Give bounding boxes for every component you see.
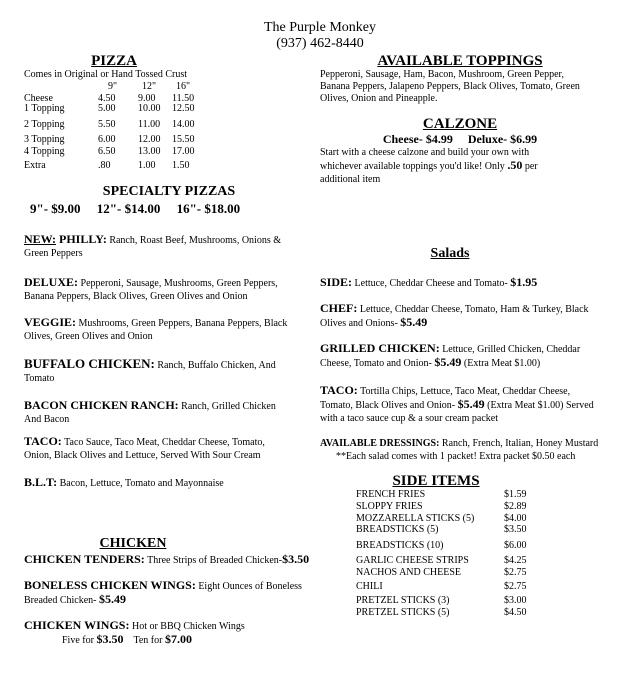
pizza-row <box>24 103 224 115</box>
side-item <box>356 540 546 552</box>
dressings <box>320 437 630 450</box>
wings-ten-price: $7.00 <box>164 632 192 646</box>
specialty-bacon-chicken-ranch <box>24 399 294 426</box>
salad-grilled-chicken <box>320 342 600 370</box>
bcr-name: BACON CHICKEN RANCH: <box>24 398 179 412</box>
salad-chef-desc: Lettuce, Cheddar Cheese, Tomato, Ham & Turkey, Black Olives and Onions- <box>320 304 589 329</box>
pizza-row-label: 3 Topping <box>24 134 65 145</box>
side-item-price: $1.59 <box>504 489 527 500</box>
size-9: 9" <box>108 81 118 92</box>
salad-taco-desc: Tortilla Chips, Lettuce, Taco Meat, Cheddar Cheese, Tomato, Black Olives and Onion- <box>320 386 571 411</box>
chicken-wings <box>24 619 314 633</box>
pizza-row-price: 5.00 <box>98 103 116 114</box>
specialty-deluxe <box>24 276 304 303</box>
salad-chef-name: CHEF: <box>320 301 358 315</box>
specialty-taco <box>24 435 289 462</box>
side-item-name: PRETZEL STICKS (5) <box>356 607 450 618</box>
philly-desc: Ranch, Roast Beef, Mushrooms, Onions & Green Peppers <box>24 235 281 259</box>
salad-side-name: SIDE: <box>320 275 353 289</box>
pizza-row-label: Cheese <box>24 93 53 104</box>
tenders-price: $3.50 <box>282 552 310 566</box>
side-item <box>356 567 546 579</box>
salad-side <box>320 276 620 290</box>
tenders-desc: Three Strips of Breaded Chicken- <box>144 555 283 566</box>
pizza-row-price: 11.00 <box>138 119 161 130</box>
side-item <box>356 581 546 593</box>
dressings-note: **Each salad comes with 1 packet! Extra packet $0.50 each <box>336 451 576 462</box>
pizza-row-label: 1 Topping <box>24 103 65 114</box>
side-item-price: $4.00 <box>504 513 527 524</box>
salad-taco-price: $5.49 <box>457 397 485 411</box>
calzone-desc-2: per additional item <box>320 161 538 185</box>
dressings-label: AVAILABLE DRESSINGS: <box>320 438 440 449</box>
buffalo-desc: Ranch, Buffalo Chicken, And Tomato <box>24 360 276 384</box>
specialty-buffalo <box>24 357 284 385</box>
side-item-price: $3.00 <box>504 595 527 606</box>
calzone-desc-1: Start with a cheese calzone and build your own with whichever available toppings you'd like! Only <box>320 147 530 172</box>
side-item <box>356 607 546 619</box>
specialty-veggie <box>24 316 304 343</box>
specialty-title: SPECIALTY PIZZAS <box>102 184 236 199</box>
size-12: 12" <box>142 81 157 92</box>
boneless-price: $5.49 <box>98 592 126 606</box>
calzone-desc-price: .50 <box>507 158 523 172</box>
specialty-prices: 9"- $9.00 12"- $14.00 16"- $18.00 <box>30 201 241 216</box>
salad-grilled-price: $5.49 <box>434 355 462 369</box>
chicken-title: CHICKEN <box>99 536 167 551</box>
pizza-row-label: 2 Topping <box>24 119 65 130</box>
deluxe-desc: Pepperoni, Sausage, Mushrooms, Green Peppers, Banana Peppers, Black Olives, Green Olives and Onion <box>24 278 278 302</box>
pizza-row-label: Extra <box>24 160 46 171</box>
pizza-row-label: 4 Topping <box>24 146 65 157</box>
wings-prices <box>62 633 192 647</box>
side-items-title: SIDE ITEMS <box>392 473 480 489</box>
philly-name: PHILLY: <box>56 232 107 246</box>
restaurant-phone: (937) 462-8440 <box>276 36 364 51</box>
specialty-blt <box>24 476 304 490</box>
toppings-list: Pepperoni, Sausage, Ham, Bacon, Mushroom, Green Pepper, Banana Peppers, Jalapeno Peppers, Black Olives, Tomato, Green Olives, Onion and Pineapple. <box>320 69 580 104</box>
side-item-name: SLOPPY FRIES <box>356 501 423 512</box>
salad-grilled-desc: Lettuce, Grilled Chicken, Cheddar Cheese, Tomato and Onion- <box>320 344 581 369</box>
deluxe-name: DELUXE: <box>24 275 79 289</box>
side-item-name: PRETZEL STICKS (3) <box>356 595 450 606</box>
pizza-row-price: 4.50 <box>98 93 116 104</box>
pizza-row <box>24 119 224 131</box>
salad-grilled-extra: (Extra Meat $1.00) <box>461 358 541 369</box>
salad-taco-extra: (Extra Meat $1.00) Served with a taco sauce cup & a sour cream packet <box>320 400 594 424</box>
calzone-title: CALZONE <box>422 116 498 132</box>
side-item <box>356 489 546 501</box>
salad-grilled-name: GRILLED CHICKEN: <box>320 341 440 355</box>
side-item <box>356 595 546 607</box>
size-16: 16" <box>176 81 191 92</box>
pizza-subtitle: Comes in Original or Hand Tossed Crust <box>24 69 187 80</box>
new-label: NEW: <box>24 232 57 246</box>
pizza-row-price: 5.50 <box>98 119 116 130</box>
pizza-row-price: 12.50 <box>172 103 195 114</box>
salad-chef-price: $5.49 <box>400 315 428 329</box>
side-item-price: $4.25 <box>504 555 527 566</box>
side-item-name: BREADSTICKS (5) <box>356 524 439 535</box>
side-item-name: MOZZARELLA STICKS (5) <box>356 513 475 524</box>
restaurant-name: The Purple Monkey <box>264 20 376 35</box>
pizza-row <box>24 134 224 146</box>
toppings-title: AVAILABLE TOPPINGS <box>377 53 543 69</box>
pizza-size-header <box>24 81 224 93</box>
side-item-price: $6.00 <box>504 540 527 551</box>
side-item <box>356 555 546 567</box>
side-item-name: FRENCH FRIES <box>356 489 426 500</box>
pizza-row-price: 6.00 <box>98 134 116 145</box>
salads-title: Salads <box>430 246 470 261</box>
side-item-price: $2.89 <box>504 501 527 512</box>
specialty-philly <box>24 233 304 260</box>
taco-pizza-desc: Taco Sauce, Taco Meat, Cheddar Cheese, Tomato, Onion, Black Olives and Lettuce, Served With Sour Cream <box>24 437 265 461</box>
boneless-name: BONELESS CHICKEN WINGS: <box>24 578 196 592</box>
pizza-row-price: 1.50 <box>172 160 190 171</box>
side-item-price: $2.75 <box>504 581 527 592</box>
side-item-name: GARLIC CHEESE STRIPS <box>356 555 469 566</box>
side-item-name: NACHOS AND CHEESE <box>356 567 462 578</box>
pizza-row <box>24 146 224 158</box>
side-item-price: $2.75 <box>504 567 527 578</box>
pizza-row-price: 13.00 <box>138 146 161 157</box>
taco-pizza-name: TACO: <box>24 434 62 448</box>
calzone-desc <box>320 146 565 186</box>
boneless-wings <box>24 579 319 607</box>
wings-five-price: $3.50 <box>96 632 124 646</box>
salad-taco-name: TACO: <box>320 383 358 397</box>
salad-side-desc: Lettuce, Cheddar Cheese and Tomato- <box>352 278 511 289</box>
wings-five-label: Five for <box>62 635 97 646</box>
side-item <box>356 524 546 536</box>
salad-side-price: $1.95 <box>510 275 538 289</box>
side-item <box>356 501 546 513</box>
pizza-row-price: 9.00 <box>138 93 156 104</box>
pizza-title: PIZZA <box>91 53 137 69</box>
buffalo-name: BUFFALO CHICKEN: <box>24 356 155 371</box>
salad-chef <box>320 302 610 330</box>
wings-desc: Hot or BBQ Chicken Wings <box>129 621 245 632</box>
pizza-row-price: 15.50 <box>172 134 195 145</box>
wings-name: CHICKEN WINGS: <box>24 618 130 632</box>
calzone-prices: Cheese- $4.99 Deluxe- $6.99 <box>382 132 538 146</box>
wings-ten-label: Ten for <box>133 635 165 646</box>
bcr-desc: Ranch, Grilled Chicken And Bacon <box>24 401 276 425</box>
pizza-row-price: .80 <box>98 160 111 171</box>
pizza-row-price: 10.00 <box>138 103 161 114</box>
side-item-name: BREADSTICKS (10) <box>356 540 444 551</box>
pizza-row-price: 6.50 <box>98 146 116 157</box>
side-item-name: CHILI <box>356 581 383 592</box>
side-item-price: $4.50 <box>504 607 527 618</box>
side-item-price: $3.50 <box>504 524 527 535</box>
pizza-row-price: 11.50 <box>172 93 195 104</box>
veggie-name: VEGGIE: <box>24 315 77 329</box>
salad-taco <box>320 384 600 425</box>
boneless-desc: Eight Ounces of Boneless Breaded Chicken- <box>24 581 302 606</box>
pizza-row-price: 12.00 <box>138 134 161 145</box>
pizza-row <box>24 160 224 172</box>
veggie-desc: Mushrooms, Green Peppers, Banana Peppers, Black Olives, Green Olives and Onion <box>24 318 288 342</box>
pizza-row-price: 17.00 <box>172 146 195 157</box>
dressings-list: Ranch, French, Italian, Honey Mustard <box>439 438 599 449</box>
tenders-name: CHICKEN TENDERS: <box>24 552 145 566</box>
chicken-tenders <box>24 553 324 567</box>
blt-desc: Bacon, Lettuce, Tomato and Mayonnaise <box>57 478 224 489</box>
pizza-row-price: 14.00 <box>172 119 195 130</box>
pizza-row-price: 1.00 <box>138 160 156 171</box>
blt-name: B.L.T: <box>24 475 58 489</box>
